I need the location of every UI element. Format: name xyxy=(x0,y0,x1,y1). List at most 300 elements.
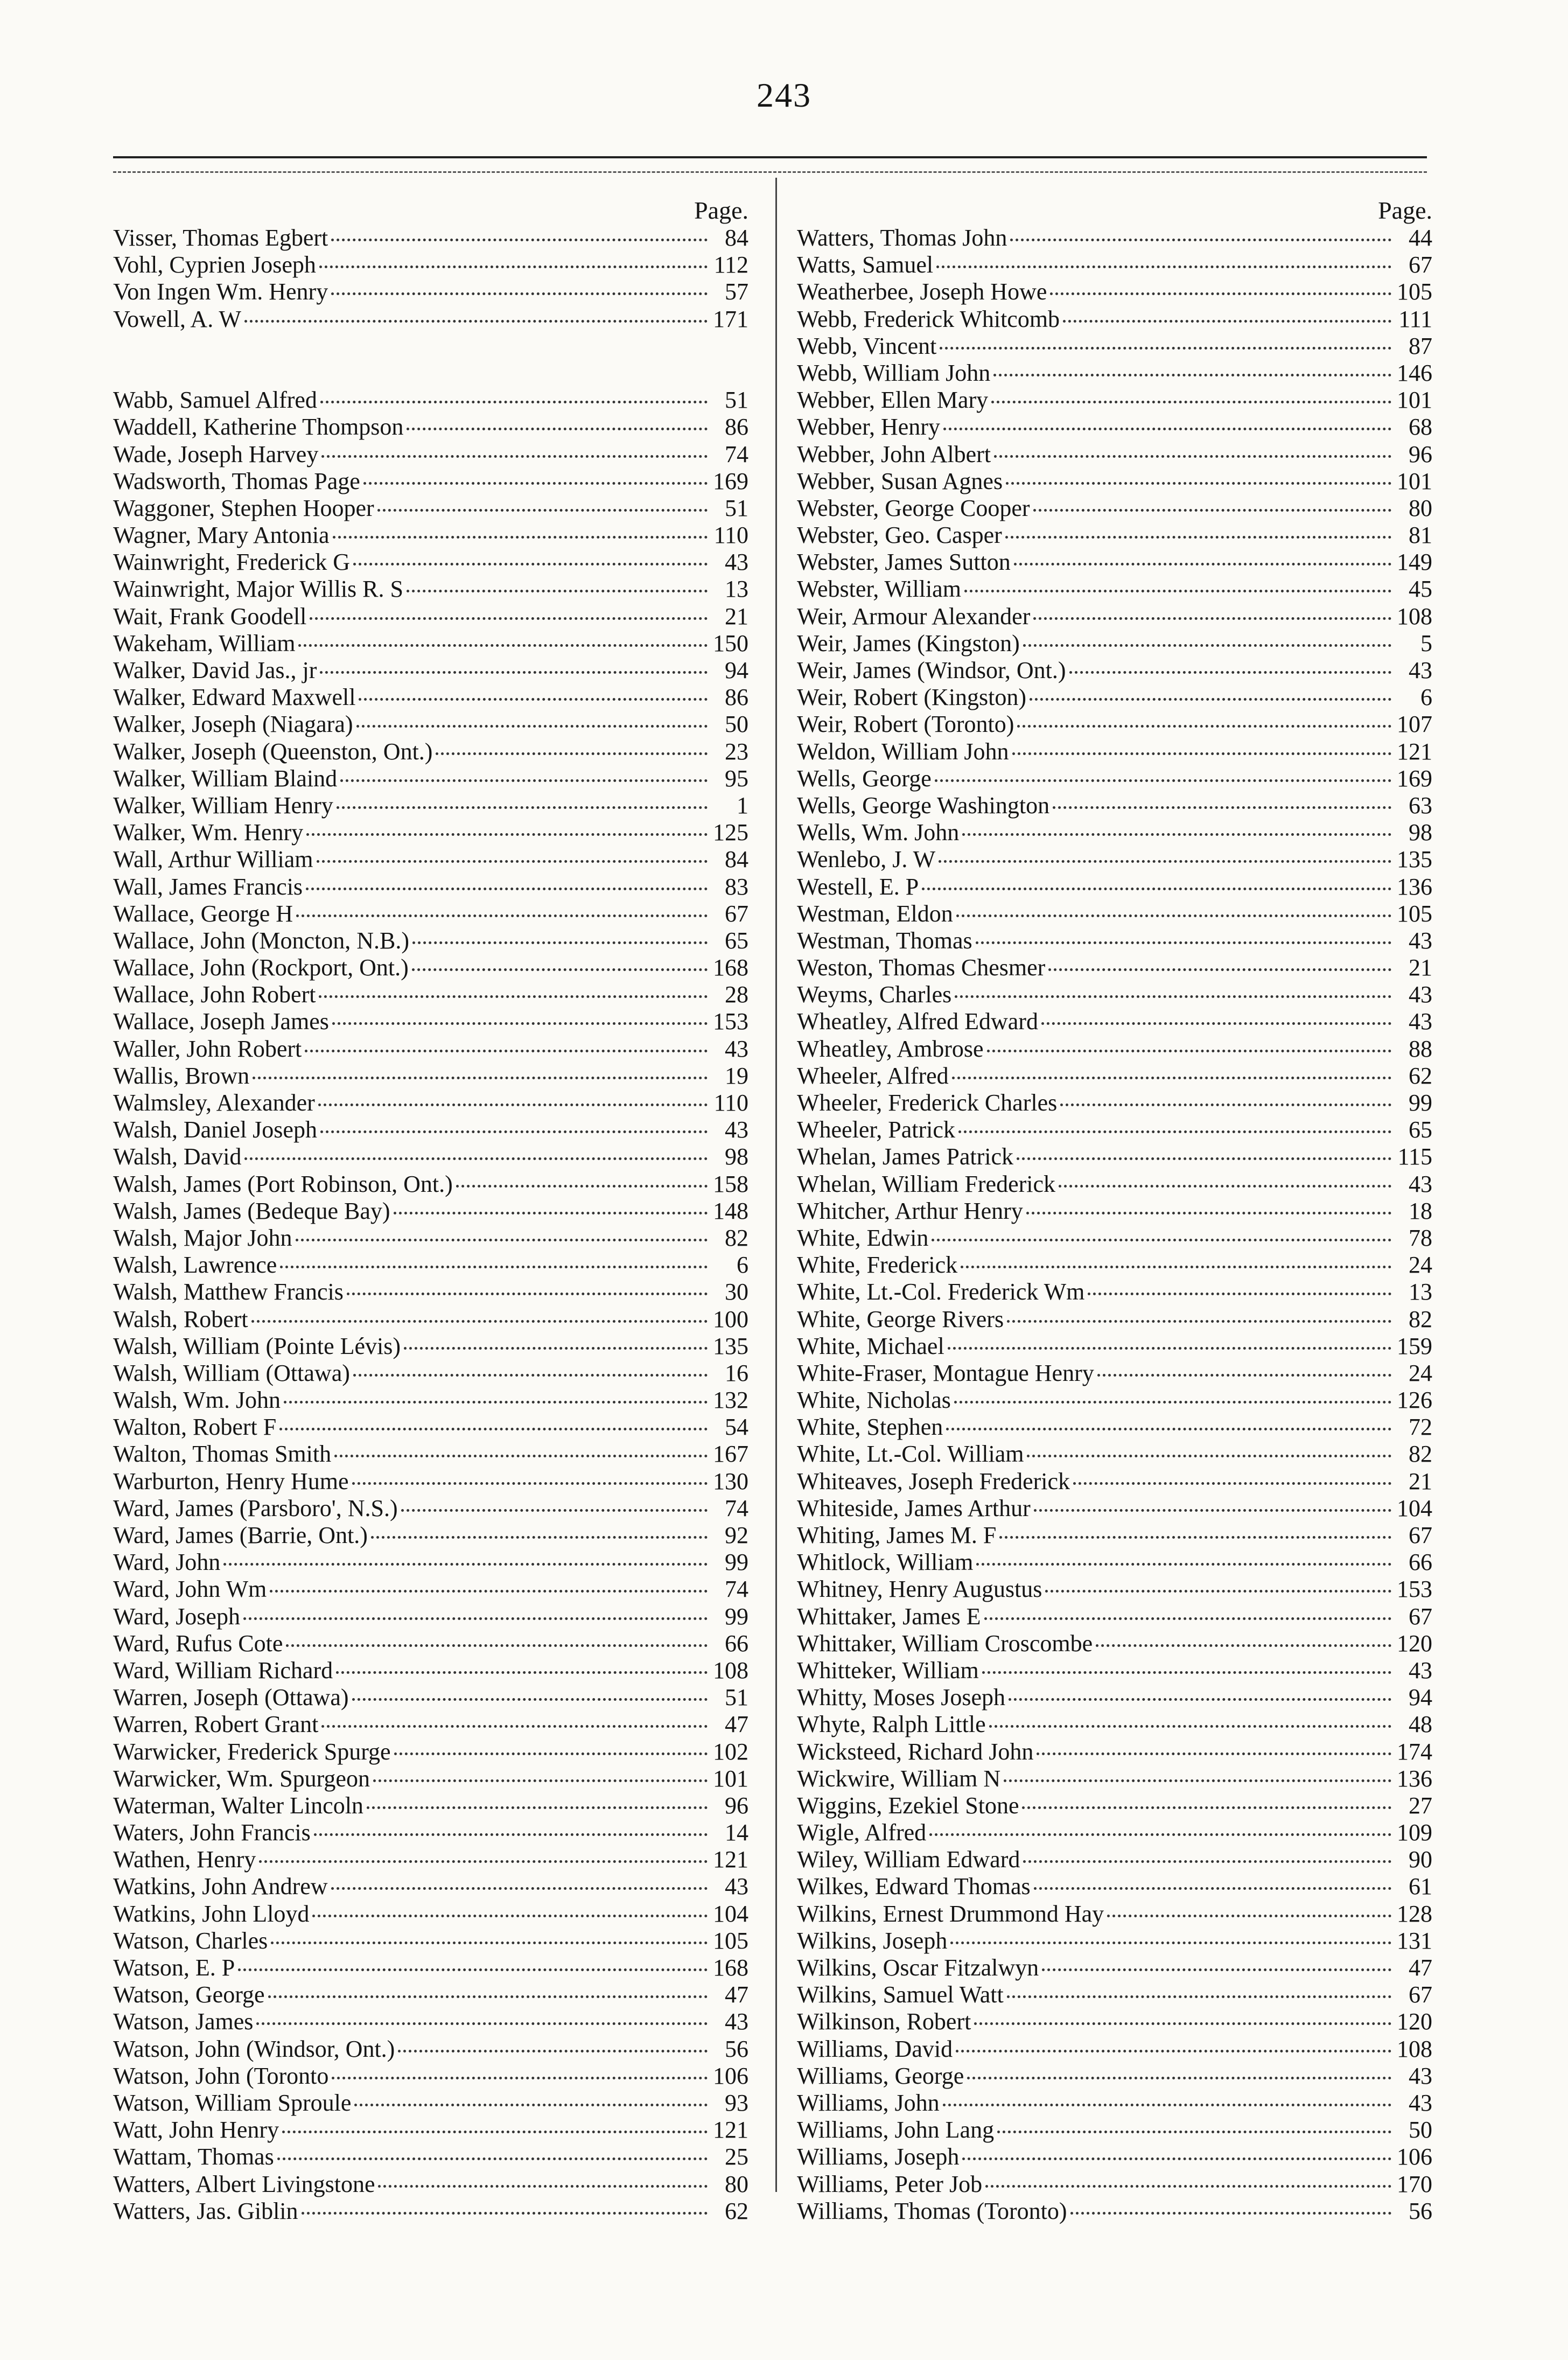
entry-page-number: 95 xyxy=(725,765,748,792)
entry-name: Wallace, John Robert xyxy=(113,981,316,1008)
index-entry xyxy=(113,441,748,468)
dot-leader xyxy=(1041,1022,1391,1025)
entry-page-number: 47 xyxy=(1409,1954,1432,1981)
entry-page-number: 90 xyxy=(1409,1846,1432,1873)
entry-name: Weatherbee, Joseph Howe xyxy=(797,278,1047,305)
entry-name: Weir, Robert (Toronto) xyxy=(797,711,1014,738)
index-entry xyxy=(113,2117,748,2143)
entry-page-number: 82 xyxy=(1409,1441,1432,1468)
dot-leader xyxy=(993,374,1391,376)
entry-name: Whitney, Henry Augustus xyxy=(797,1576,1042,1603)
entry-name: Wallis, Brown xyxy=(113,1062,250,1089)
index-entry xyxy=(113,684,748,711)
entry-page-number: 108 xyxy=(1397,603,1432,630)
entry-page-number: 168 xyxy=(713,1954,748,1981)
entry-page-number: 83 xyxy=(725,873,748,900)
dot-leader xyxy=(306,888,708,890)
entry-page-number: 66 xyxy=(1409,1549,1432,1576)
entry-name: Warwicker, Frederick Spurge xyxy=(113,1738,391,1765)
dot-leader xyxy=(1023,1860,1391,1863)
entry-page-number: 110 xyxy=(713,1090,748,1116)
entry-page-number: 169 xyxy=(1397,765,1432,792)
entry-page-number: 101 xyxy=(1397,467,1432,494)
entry-name: Watson, James xyxy=(113,2008,254,2035)
dot-leader xyxy=(394,1752,708,1755)
dot-leader xyxy=(404,1347,708,1350)
entry-page-number: 48 xyxy=(1409,1711,1432,1738)
entry-name: Whelan, William Frederick xyxy=(797,1170,1056,1197)
index-entry xyxy=(797,2171,1432,2198)
dot-leader xyxy=(306,833,708,836)
entry-page-number: 87 xyxy=(1409,332,1432,359)
entry-name: Wabb, Samuel Alfred xyxy=(113,387,317,414)
dot-leader xyxy=(284,1401,708,1404)
index-entry xyxy=(113,900,748,927)
entry-page-number: 104 xyxy=(713,1900,748,1927)
entry-page-number: 72 xyxy=(1409,1414,1432,1441)
entry-page-number: 65 xyxy=(1409,1116,1432,1143)
dot-leader xyxy=(989,1725,1391,1728)
dot-leader xyxy=(244,1157,708,1160)
entry-name: Walton, Robert F xyxy=(113,1414,277,1441)
entry-name: Wallace, Joseph James xyxy=(113,1008,329,1035)
dot-leader xyxy=(356,725,708,728)
entry-name: Warburton, Henry Hume xyxy=(113,1468,349,1495)
entry-page-number: 167 xyxy=(713,1441,748,1468)
entry-name: Ward, James (Barrie, Ont.) xyxy=(113,1522,368,1548)
entry-name: Wait, Frank Goodell xyxy=(113,603,307,630)
index-entry xyxy=(797,711,1432,738)
index-entry xyxy=(797,2063,1432,2090)
entry-name: Weston, Thomas Chesmer xyxy=(797,954,1046,981)
entry-page-number: 43 xyxy=(725,549,748,576)
dot-leader xyxy=(367,1806,708,1809)
entry-page-number: 43 xyxy=(725,2008,748,2035)
index-entry xyxy=(113,1414,748,1441)
index-entry xyxy=(113,2063,748,2090)
dot-leader xyxy=(1007,1995,1391,1998)
index-entry xyxy=(797,1981,1432,2008)
entry-name: White, Stephen xyxy=(797,1414,943,1441)
dot-leader xyxy=(946,1428,1391,1430)
index-entry xyxy=(797,441,1432,468)
entry-name: Wade, Joseph Harvey xyxy=(113,441,319,467)
index-entry xyxy=(113,1090,748,1116)
dot-leader xyxy=(1060,1104,1391,1106)
dot-leader xyxy=(412,941,708,944)
entry-page-number: 101 xyxy=(1397,387,1432,414)
index-entry xyxy=(797,603,1432,630)
index-entry xyxy=(113,1873,748,1900)
dot-leader xyxy=(333,536,708,539)
dot-leader xyxy=(373,1779,708,1782)
dot-leader xyxy=(1017,1157,1391,1160)
index-entry xyxy=(113,1901,748,1928)
entry-page-number: 21 xyxy=(1409,1468,1432,1495)
index-entry xyxy=(797,1711,1432,1738)
dot-leader xyxy=(962,2157,1391,2160)
entry-name: Walsh, William (Pointe Lévis) xyxy=(113,1332,401,1359)
index-entry xyxy=(797,225,1432,252)
entry-name: Walsh, Wm. John xyxy=(113,1387,281,1414)
dot-leader xyxy=(943,2104,1391,2106)
dot-leader xyxy=(967,2077,1391,2079)
dot-leader xyxy=(991,401,1391,403)
entry-name: Walker, Wm. Henry xyxy=(113,819,304,846)
entry-name: Whitty, Moses Joseph xyxy=(797,1684,1006,1711)
dot-leader xyxy=(1097,1374,1391,1377)
entry-page-number: 86 xyxy=(725,684,748,711)
dot-leader xyxy=(1088,1293,1391,1295)
entry-name: Waggoner, Stephen Hooper xyxy=(113,494,374,521)
dot-leader xyxy=(244,320,708,323)
dot-leader xyxy=(1096,1644,1391,1647)
entry-page-number: 66 xyxy=(725,1630,748,1657)
dot-leader xyxy=(997,2131,1391,2133)
entry-name: Wathen, Henry xyxy=(113,1846,256,1873)
index-entry xyxy=(797,927,1432,954)
entry-name: Watkins, John Andrew xyxy=(113,1873,328,1900)
entry-page-number: 150 xyxy=(713,630,748,657)
left-column xyxy=(113,197,748,2297)
entry-page-number: 135 xyxy=(1397,846,1432,873)
dot-leader xyxy=(1004,1779,1391,1782)
index-entry xyxy=(113,1252,748,1279)
entry-name: Westell, E. P xyxy=(797,873,919,900)
index-entry xyxy=(797,2008,1432,2035)
entry-name: Wallace, John (Rockport, Ont.) xyxy=(113,954,409,981)
entry-page-number: 98 xyxy=(725,1143,748,1170)
index-entry xyxy=(797,1279,1432,1305)
dot-leader xyxy=(436,752,708,755)
index-entry xyxy=(797,1333,1432,1360)
dot-leader xyxy=(332,1022,708,1025)
entry-page-number: 43 xyxy=(725,1116,748,1143)
index-entry xyxy=(797,1090,1432,1116)
index-entry xyxy=(797,2198,1432,2225)
entry-page-number: 67 xyxy=(1409,1981,1432,2008)
index-entry xyxy=(113,225,748,252)
entry-name: Watters, Thomas John xyxy=(797,225,1007,251)
entry-name: White, Frederick xyxy=(797,1252,958,1279)
entry-name: Williams, Peter Job xyxy=(797,2170,983,2197)
index-entry xyxy=(113,2090,748,2117)
index-entry xyxy=(113,1846,748,1873)
entry-name: Weir, James (Kingston) xyxy=(797,630,1020,657)
dot-leader xyxy=(412,968,708,971)
entry-page-number: 126 xyxy=(1397,1387,1432,1414)
entry-page-number: 43 xyxy=(1409,981,1432,1008)
dot-leader xyxy=(1073,1482,1391,1485)
dot-leader xyxy=(352,1482,708,1485)
entry-name: Watson, E. P xyxy=(113,1954,235,1981)
entry-name: Williams, John Lang xyxy=(797,2117,995,2143)
dot-leader xyxy=(251,1320,708,1323)
dot-leader xyxy=(378,2185,708,2188)
dot-leader xyxy=(296,1239,708,1241)
dot-leader xyxy=(987,1050,1391,1052)
index-entry xyxy=(797,819,1432,846)
entry-name: Walker, William Blaind xyxy=(113,765,338,792)
entry-name: Visser, Thomas Egbert xyxy=(113,225,328,251)
entry-page-number: 168 xyxy=(713,954,748,981)
entry-name: Walker, Joseph (Niagara) xyxy=(113,711,353,738)
entry-name: Wilkins, Joseph xyxy=(797,1927,948,1954)
entry-name: Watson, John (Windsor, Ont.) xyxy=(113,2035,395,2062)
dot-leader xyxy=(298,644,708,647)
dot-leader xyxy=(320,1130,708,1133)
entry-page-number: 93 xyxy=(725,2089,748,2116)
dot-leader xyxy=(1107,1915,1391,1917)
entry-page-number: 105 xyxy=(713,1927,748,1954)
dot-leader xyxy=(1053,806,1391,809)
index-entry xyxy=(113,252,748,278)
entry-name: Wheeler, Patrick xyxy=(797,1116,955,1143)
index-entry xyxy=(797,1360,1432,1387)
dot-leader xyxy=(1037,1752,1391,1755)
dot-leader xyxy=(935,779,1391,782)
index-entry xyxy=(113,1387,748,1414)
entry-name: Warren, Robert Grant xyxy=(113,1711,319,1738)
entry-page-number: 50 xyxy=(1409,2117,1432,2143)
entry-page-number: 51 xyxy=(725,494,748,521)
entry-page-number: 6 xyxy=(737,1252,748,1279)
index-entry xyxy=(797,684,1432,711)
dot-leader xyxy=(974,2022,1391,2025)
entry-page-number: 45 xyxy=(1409,576,1432,603)
index-entry xyxy=(113,1630,748,1657)
dot-leader xyxy=(456,1185,708,1188)
entry-name: Webber, Susan Agnes xyxy=(797,467,1003,494)
index-entry xyxy=(797,1171,1432,1198)
entry-page-number: 112 xyxy=(713,252,748,278)
dot-leader xyxy=(1033,509,1391,512)
index-entry xyxy=(797,1603,1432,1630)
entry-name: Webb, Vincent xyxy=(797,332,937,359)
entry-page-number: 24 xyxy=(1409,1252,1432,1279)
entry-name: Wigle, Alfred xyxy=(797,1819,927,1846)
header-rule xyxy=(113,156,1427,158)
entry-name: Wicksteed, Richard John xyxy=(797,1738,1034,1765)
dot-leader xyxy=(331,292,708,295)
dot-leader xyxy=(1042,1968,1391,1971)
entry-name: Whitteker, William xyxy=(797,1657,979,1684)
dot-leader xyxy=(976,1563,1391,1566)
entry-page-number: 74 xyxy=(725,1576,748,1603)
entry-name: White, George Rivers xyxy=(797,1305,1004,1332)
index-entry xyxy=(797,1441,1432,1468)
entry-page-number: 43 xyxy=(1409,657,1432,683)
entry-name: Wilkinson, Robert xyxy=(797,2008,971,2035)
entry-name: Walsh, James (Bedeque Bay) xyxy=(113,1197,390,1224)
entry-name: Webster, James Sutton xyxy=(797,549,1011,576)
entry-name: Walsh, James (Port Robinson, Ont.) xyxy=(113,1170,453,1197)
entry-name: Wilkes, Edward Thomas xyxy=(797,1873,1031,1900)
entry-page-number: 104 xyxy=(1397,1495,1432,1521)
dot-leader xyxy=(359,698,708,701)
entry-name: Ward, James (Parsboro', N.S.) xyxy=(113,1495,398,1521)
entry-page-number: 169 xyxy=(713,467,748,494)
entry-name: White, Lt.-Col. Frederick Wm xyxy=(797,1279,1085,1305)
index-entry xyxy=(797,278,1432,305)
entry-page-number: 27 xyxy=(1409,1792,1432,1819)
entry-page-number: 100 xyxy=(713,1305,748,1332)
entry-page-number: 110 xyxy=(713,522,748,549)
entry-name: Watson, George xyxy=(113,1981,265,2008)
dot-leader xyxy=(1023,644,1391,647)
entry-name: Westman, Thomas xyxy=(797,927,972,954)
entry-page-number: 43 xyxy=(725,1035,748,1062)
entry-name: Walsh, Daniel Joseph xyxy=(113,1116,317,1143)
dot-leader xyxy=(1014,563,1391,565)
entry-page-number: 131 xyxy=(1397,1927,1432,1954)
group-gap xyxy=(113,360,748,387)
entry-name: Whiteaves, Joseph Frederick xyxy=(797,1468,1070,1495)
dot-leader xyxy=(939,860,1391,863)
index-entry xyxy=(797,1901,1432,1928)
index-entry xyxy=(113,1928,748,1954)
dot-leader xyxy=(270,1590,708,1593)
left-group-v xyxy=(113,225,748,333)
entry-page-number: 84 xyxy=(725,846,748,873)
entry-name: Ward, Joseph xyxy=(113,1603,240,1630)
index-entry xyxy=(797,1549,1432,1576)
entry-page-number: 109 xyxy=(1397,1819,1432,1846)
entry-name: Williams, Thomas (Toronto) xyxy=(797,2197,1067,2224)
dot-leader xyxy=(314,1833,708,1836)
dot-leader xyxy=(922,888,1391,890)
index-entry xyxy=(113,1279,748,1305)
entry-name: Waterman, Walter Lincoln xyxy=(113,1792,363,1819)
dot-leader xyxy=(353,1374,708,1377)
index-entry xyxy=(797,1414,1432,1441)
dot-leader xyxy=(948,1347,1391,1350)
entry-page-number: 82 xyxy=(1409,1305,1432,1332)
dot-leader xyxy=(332,2077,708,2079)
entry-name: Ward, William Richard xyxy=(113,1657,333,1684)
index-entry xyxy=(113,1711,748,1738)
index-entry xyxy=(797,738,1432,765)
index-entry xyxy=(797,1495,1432,1522)
entry-page-number: 128 xyxy=(1397,1900,1432,1927)
index-entry xyxy=(797,522,1432,549)
entry-name: Williams, Joseph xyxy=(797,2143,960,2170)
dot-leader xyxy=(1070,2212,1392,2215)
dot-leader xyxy=(1034,1509,1391,1512)
entry-page-number: 107 xyxy=(1397,711,1432,738)
index-entry xyxy=(797,333,1432,360)
entry-name: Webber, John Albert xyxy=(797,441,991,467)
entry-page-number: 106 xyxy=(1397,2143,1432,2170)
index-entry xyxy=(797,630,1432,657)
dot-leader xyxy=(331,239,708,241)
index-entry xyxy=(113,954,748,981)
right-column-header: Page. xyxy=(1378,197,1432,224)
dot-leader xyxy=(317,860,708,863)
entry-page-number: 6 xyxy=(1420,684,1432,711)
entry-page-number: 80 xyxy=(725,2170,748,2197)
entry-name: Wilkins, Ernest Drummond Hay xyxy=(797,1900,1104,1927)
entry-name: Walton, Thomas Smith xyxy=(113,1441,332,1468)
dot-leader xyxy=(321,455,708,458)
entry-page-number: 99 xyxy=(1409,1090,1432,1116)
entry-name: Walsh, Lawrence xyxy=(113,1252,277,1279)
dot-leader xyxy=(1026,1212,1391,1214)
index-entry xyxy=(113,1981,748,2008)
dot-leader xyxy=(243,1617,708,1620)
dot-leader xyxy=(1006,482,1391,485)
entry-page-number: 67 xyxy=(1409,1522,1432,1548)
page-number: 243 xyxy=(757,76,811,114)
dot-leader xyxy=(954,1401,1391,1404)
dot-leader xyxy=(1027,1455,1391,1457)
entry-page-number: 78 xyxy=(1409,1224,1432,1251)
entry-page-number: 43 xyxy=(1409,1170,1432,1197)
entry-name: Watson, John (Toronto xyxy=(113,2062,329,2089)
entry-page-number: 174 xyxy=(1397,1738,1432,1765)
dot-leader xyxy=(318,1104,708,1106)
index-entry xyxy=(113,2171,748,2198)
index-entry xyxy=(113,630,748,657)
dot-leader xyxy=(371,1536,708,1539)
index-entry xyxy=(797,1630,1432,1657)
dot-leader xyxy=(999,1536,1391,1539)
entry-name: Wainwright, Frederick G xyxy=(113,549,350,576)
dot-leader xyxy=(336,1671,708,1674)
index-entry xyxy=(113,1954,748,1981)
index-entry xyxy=(113,1441,748,1468)
entry-page-number: 57 xyxy=(725,278,748,305)
index-entry xyxy=(113,522,748,549)
index-entry xyxy=(797,1954,1432,1981)
dot-leader xyxy=(286,1644,708,1647)
index-entry xyxy=(797,2117,1432,2143)
dot-leader xyxy=(337,806,708,809)
index-entry xyxy=(797,874,1432,900)
dot-leader xyxy=(956,2050,1391,2052)
entry-name: Whittaker, James E xyxy=(797,1603,981,1630)
index-entry xyxy=(113,468,748,495)
index-entry xyxy=(797,576,1432,603)
dot-leader xyxy=(1007,1320,1391,1323)
entry-name: Whitlock, William xyxy=(797,1549,974,1576)
entry-page-number: 94 xyxy=(725,657,748,683)
index-entry xyxy=(797,360,1432,387)
index-entry xyxy=(113,2008,748,2035)
entry-name: Webster, William xyxy=(797,576,961,603)
entry-name: Williams, George xyxy=(797,2062,964,2089)
entry-page-number: 94 xyxy=(1409,1684,1432,1711)
index-entry xyxy=(113,549,748,576)
entry-page-number: 13 xyxy=(1409,1279,1432,1305)
entry-name: White-Fraser, Montague Henry xyxy=(797,1359,1094,1386)
dot-leader xyxy=(952,1077,1391,1079)
index-entry xyxy=(797,954,1432,981)
index-entry xyxy=(113,819,748,846)
entry-page-number: 47 xyxy=(725,1981,748,2008)
index-entry xyxy=(797,846,1432,873)
entry-page-number: 74 xyxy=(725,441,748,467)
entry-page-number: 23 xyxy=(725,738,748,765)
entry-name: Wells, George xyxy=(797,765,932,792)
left-column-header: Page. xyxy=(694,197,748,224)
index-entry xyxy=(113,576,748,603)
entry-page-number: 30 xyxy=(725,1279,748,1305)
index-entry xyxy=(797,1252,1432,1279)
index-entry xyxy=(797,1792,1432,1819)
entry-page-number: 136 xyxy=(1397,1765,1432,1792)
entry-page-number: 105 xyxy=(1397,278,1432,305)
